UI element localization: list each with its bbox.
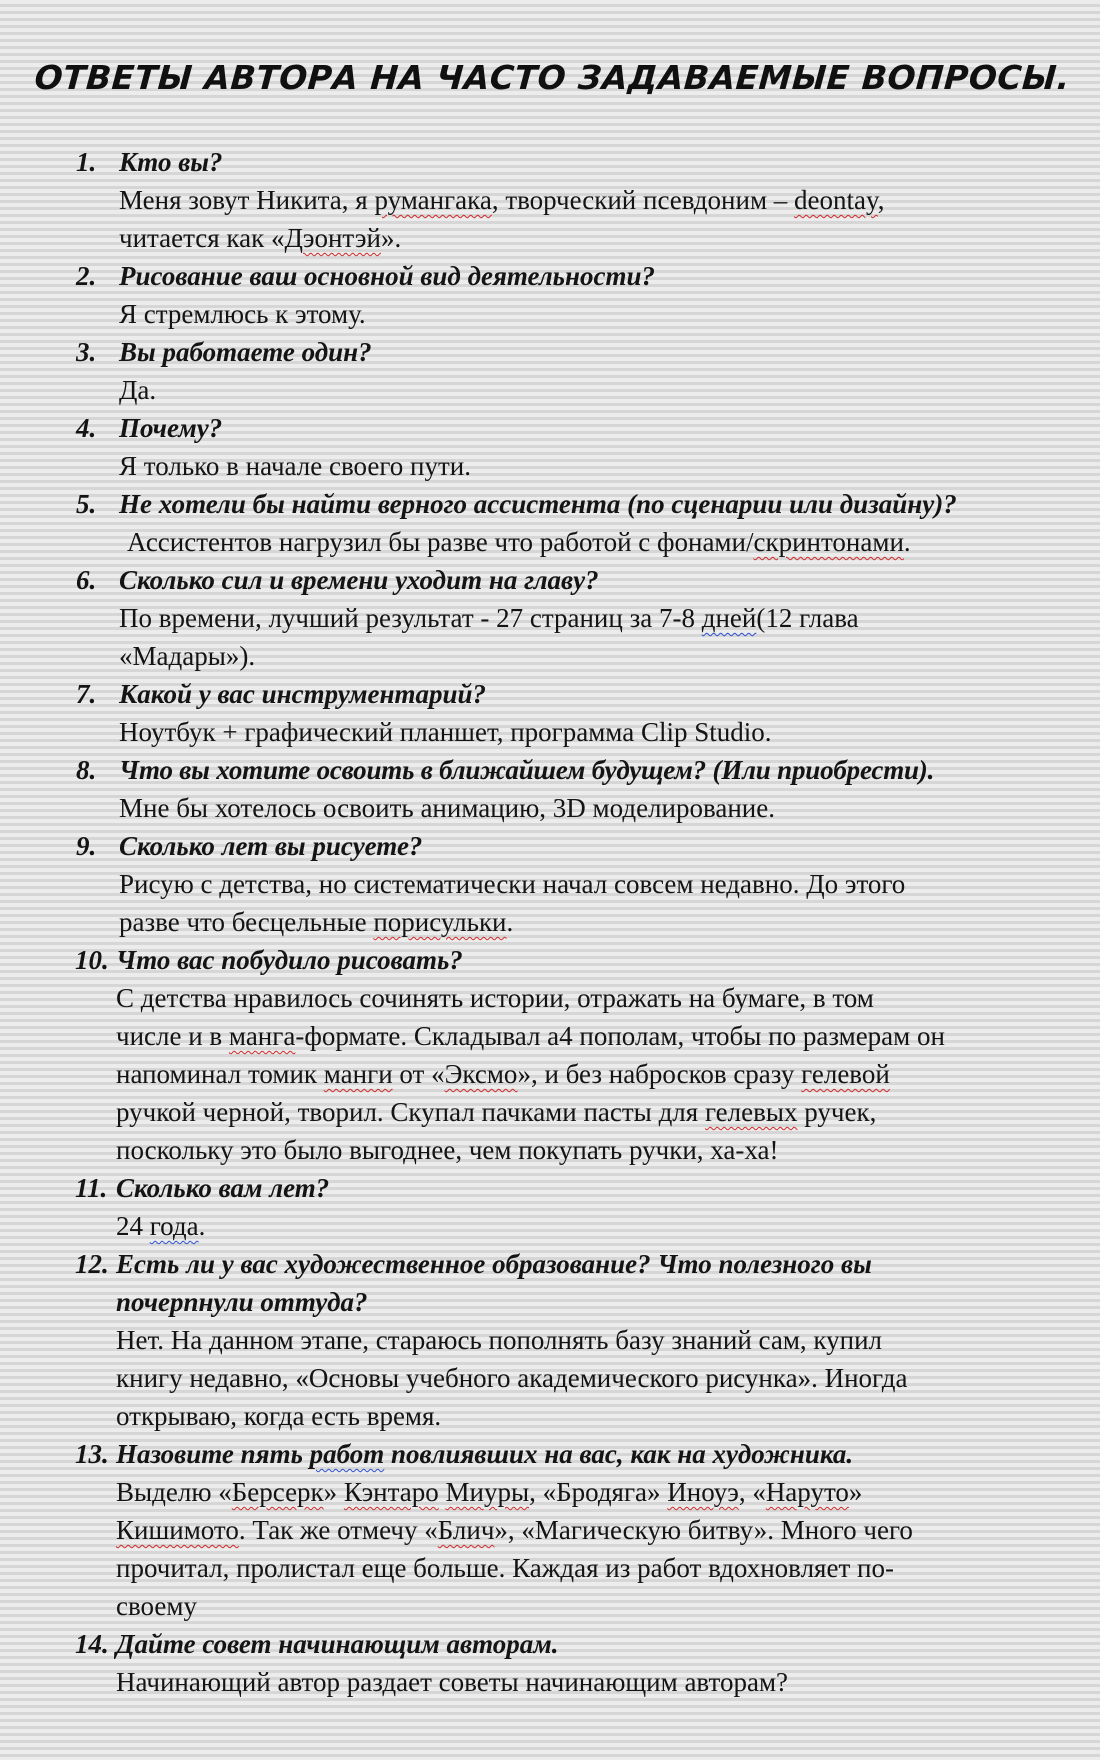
- spellcheck-word: дней: [701, 603, 757, 633]
- question-number: 12.: [75, 1249, 109, 1279]
- answer-text: Ассистентов нагрузил бы разве что работой с фонами/скринтонами.: [127, 527, 911, 557]
- answer-text: Я стремлюсь к этому.: [119, 299, 366, 329]
- spellcheck-word: Эксмо: [444, 1059, 518, 1089]
- spellcheck-word: Кишимото: [116, 1515, 239, 1545]
- question-text: Почему?: [119, 413, 223, 443]
- page-title: ОТВЕТЫ АВТОРА НА ЧАСТО ЗАДАВАЕМЫЕ ВОПРОСЫ.: [33, 58, 1072, 97]
- spellcheck-word: гелевой: [801, 1059, 890, 1089]
- spellcheck-word: Дэонтэй: [284, 223, 381, 253]
- answer-text: 24 года.: [116, 1211, 206, 1241]
- question-number: 8.: [76, 755, 97, 785]
- answer-text: Начинающий автор раздает советы начинающим авторам?: [116, 1667, 789, 1697]
- question-text: Сколько лет вы рисуете?: [119, 831, 423, 861]
- answer-text: По времени, лучший результат - 27 страниц за 7-8 дней(12 глава «Мадары»).: [119, 603, 859, 671]
- spellcheck-word: манги: [323, 1059, 393, 1089]
- answer-text: Выделю «Берсерк» Кэнтаро Миуры, «Бродяга» Иноуэ, «Наруто» Кишимото. Так же отмечу «Блич», «Магическую битву». Много чего прочитал, пролистал еще больше. Каждая из работ вдохновляет по- своему: [116, 1477, 913, 1621]
- question-text: Рисование ваш основной вид деятельности?: [119, 261, 656, 291]
- spellcheck-word: Иноуэ: [667, 1477, 739, 1507]
- qa-item-9: [0, 827, 1100, 941]
- question-text: Назовите пять работ повлиявших на вас, как на художника.: [116, 1439, 854, 1469]
- qa-item-10: [0, 941, 1100, 1169]
- question-text: Дайте совет начинающим авторам.: [116, 1629, 559, 1659]
- spellcheck-word: работ: [309, 1439, 385, 1469]
- question-number: 11.: [75, 1173, 108, 1203]
- question-text: Не хотели бы найти верного ассистента (по сценарии или дизайну)?: [119, 489, 957, 519]
- question-number: 3.: [76, 337, 97, 367]
- spellcheck-word: Кэнтаро: [343, 1477, 439, 1507]
- question-text: Вы работаете один?: [119, 337, 372, 367]
- answer-text: Меня зовут Никита, я румангака, творческий псевдоним – deontay, читается как «Дэонтэй».: [119, 185, 885, 253]
- question-number: 7.: [76, 679, 97, 709]
- question-number: 4.: [76, 413, 97, 443]
- answer-text: Да.: [119, 375, 157, 405]
- question-text: Кто вы?: [119, 147, 223, 177]
- spellcheck-word: Блич: [437, 1515, 495, 1545]
- qa-item-14: [0, 1625, 1100, 1701]
- answer-text: Мне бы хотелось освоить анимацию, 3D моделирование.: [119, 793, 775, 823]
- qa-item-12: [0, 1245, 1100, 1435]
- qa-item-6: [0, 561, 1100, 675]
- spellcheck-word: года: [149, 1211, 199, 1241]
- qa-item-1: [0, 143, 1100, 257]
- qa-list: [0, 143, 1100, 1701]
- qa-item-8: [0, 751, 1100, 827]
- qa-item-5: [0, 485, 1100, 561]
- question-number: 1.: [76, 147, 97, 177]
- qa-item-11: [0, 1169, 1100, 1245]
- answer-text: Рисую с детства, но систематически начал совсем недавно. До этого разве что бесцельные порисульки.: [119, 869, 906, 937]
- spellcheck-word: Берсерк: [231, 1477, 324, 1507]
- spellcheck-word: deontay: [794, 185, 878, 215]
- spellcheck-word: румангака: [374, 185, 492, 215]
- question-text: Есть ли у вас художественное образование? Что полезного вы почерпнули оттуда?: [116, 1249, 872, 1317]
- answer-text: Я только в начале своего пути.: [119, 451, 471, 481]
- qa-item-4: [0, 409, 1100, 485]
- spellcheck-word: гелевых: [704, 1097, 798, 1127]
- qa-item-3: [0, 333, 1100, 409]
- question-text: Что вы хотите освоить в ближайшем будущем? (Или приобрести).: [119, 755, 935, 785]
- qa-item-7: [0, 675, 1100, 751]
- spellcheck-word: манга: [228, 1021, 296, 1051]
- question-number: 10.: [75, 945, 109, 975]
- question-number: 5.: [76, 489, 97, 519]
- spellcheck-word: Миуры: [445, 1477, 530, 1507]
- question-number: 14.: [75, 1629, 109, 1659]
- spellcheck-word: Наруто: [765, 1477, 849, 1507]
- question-number: 13.: [75, 1439, 109, 1469]
- question-number: 2.: [76, 261, 97, 291]
- question-number: 9.: [76, 831, 97, 861]
- qa-item-13: [0, 1435, 1100, 1625]
- question-text: Какой у вас инструментарий?: [119, 679, 487, 709]
- qa-item-2: [0, 257, 1100, 333]
- answer-text: С детства нравилось сочинять истории, отражать на бумаге, в том числе и в манга-формате. Складывал а4 пополам, чтобы по размерам он напоминал томик манги от «Эксмо», и без набросков сразу гелевой ручкой черной, творил. Скупал пачками пасты для гелевых ручек, поскольку это было выгоднее, чем покупать ручки, ха-ха!: [116, 983, 945, 1165]
- question-text: Что вас побудило рисовать?: [116, 945, 463, 975]
- question-text: Сколько сил и времени уходит на главу?: [119, 565, 599, 595]
- spellcheck-word: порисульки: [373, 907, 507, 937]
- question-number: 6.: [76, 565, 97, 595]
- question-text: Сколько вам лет?: [116, 1173, 330, 1203]
- spellcheck-word: скринтонами: [753, 527, 904, 557]
- answer-text: Нет. На данном этапе, стараюсь пополнять базу знаний сам, купил книгу недавно, «Основы учебного академического рисунка». Иногда открываю, когда есть время.: [116, 1325, 908, 1431]
- answer-text: Ноутбук + графический планшет, программа Clip Studio.: [119, 717, 772, 747]
